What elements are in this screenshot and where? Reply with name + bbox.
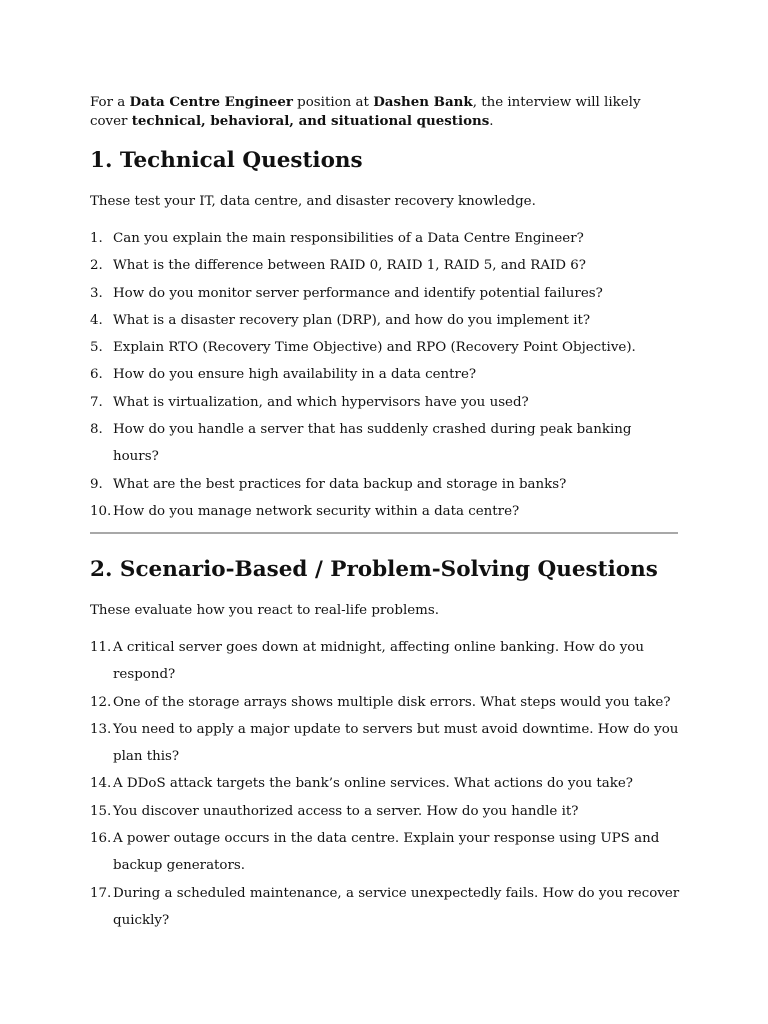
list-item [90,389,680,416]
intro-text: , the interview will likely cover [90,95,641,129]
list-number: 13. [90,721,112,737]
list-number: 17. [90,885,112,901]
list-number: 9. [90,476,103,492]
question-text: One of the storage arrays shows multiple disk errors. What steps would you take? [113,694,671,710]
section-subtitle-technical: These test your IT, data centre, and disaster recovery knowledge. [90,194,536,209]
list-number: 14. [90,776,112,792]
question-text: During a scheduled maintenance, a service unexpectedly fails. How do you recover quickly? [113,885,680,928]
list-item [90,361,680,388]
intro-text: For a [90,95,130,110]
list-item [90,471,680,498]
intro-role: Data Centre Engineer [129,94,293,110]
question-text: Can you explain the main responsibilities of a Data Centre Engineer? [113,231,584,246]
list-number: 7. [90,394,103,410]
section-subtitle-scenario: These evaluate how you react to real-life problems. [90,603,439,618]
list-number: 6. [90,367,103,383]
list-item [90,252,680,279]
list-number: 12. [90,694,112,710]
list-item [90,634,680,689]
list-item [90,334,680,361]
list-number: 8. [90,422,103,438]
question-text: What is a disaster recovery plan (DRP), and how do you implement it? [113,312,591,328]
question-text: A DDoS attack targets the bank’s online services. What actions do you take? [113,776,633,792]
question-text: How do you manage network security within a data centre? [113,503,520,519]
section-heading-technical: 1. Technical Questions [90,148,363,173]
list-item [90,689,680,716]
list-item [90,770,680,797]
question-text: How do you monitor server performance and identify potential failures? [113,285,603,301]
list-number: 1. [90,231,103,246]
question-text: A power outage occurs in the data centre. Explain your response using UPS and backup generators. [113,831,660,874]
section-heading-scenario: 2. Scenario-Based / Problem-Solving Questions [90,557,658,582]
list-number: 4. [90,312,103,328]
list-item [90,825,680,880]
question-text: How do you ensure high availability in a data centre? [113,367,477,383]
list-number: 5. [90,340,103,356]
list-item [90,280,680,307]
question-text: What are the best practices for data backup and storage in banks? [113,476,567,492]
question-text: Explain RTO (Recovery Time Objective) and RPO (Recovery Point Objective). [113,340,636,356]
list-item [90,307,680,334]
intro-paragraph [90,93,680,131]
list-number: 10. [90,503,112,519]
section-divider [90,532,678,534]
question-text: What is virtualization, and which hypervisors have you used? [113,394,529,410]
question-text: You need to apply a major update to servers but must avoid downtime. How do you plan this? [113,721,679,765]
intro-text: position at [292,95,374,110]
list-item [90,416,680,471]
intro-text: . [489,114,494,129]
list-item [90,798,680,825]
list-number: 15. [90,803,112,819]
list-item [90,716,680,771]
question-text: A critical server goes down at midnight, affecting online banking. How do you respond? [113,640,644,683]
question-text: What is the difference between RAID 0, RAID 1, RAID 5, and RAID 6? [113,258,586,274]
list-item [90,498,680,525]
list-number: 16. [90,831,112,847]
intro-question-types: technical, behavioral, and situational questions [131,113,490,129]
list-item [90,880,680,935]
list-number: 2. [90,258,103,274]
list-number: 3. [90,285,103,301]
question-text: How do you handle a server that has suddenly crashed during peak banking hours? [113,422,632,465]
list-item [90,225,680,252]
technical-question-list [90,225,680,525]
intro-company: Dashen Bank [373,94,473,110]
list-number: 11. [90,640,112,655]
question-text: You discover unauthorized access to a server. How do you handle it? [113,803,579,819]
scenario-question-list [90,634,680,934]
